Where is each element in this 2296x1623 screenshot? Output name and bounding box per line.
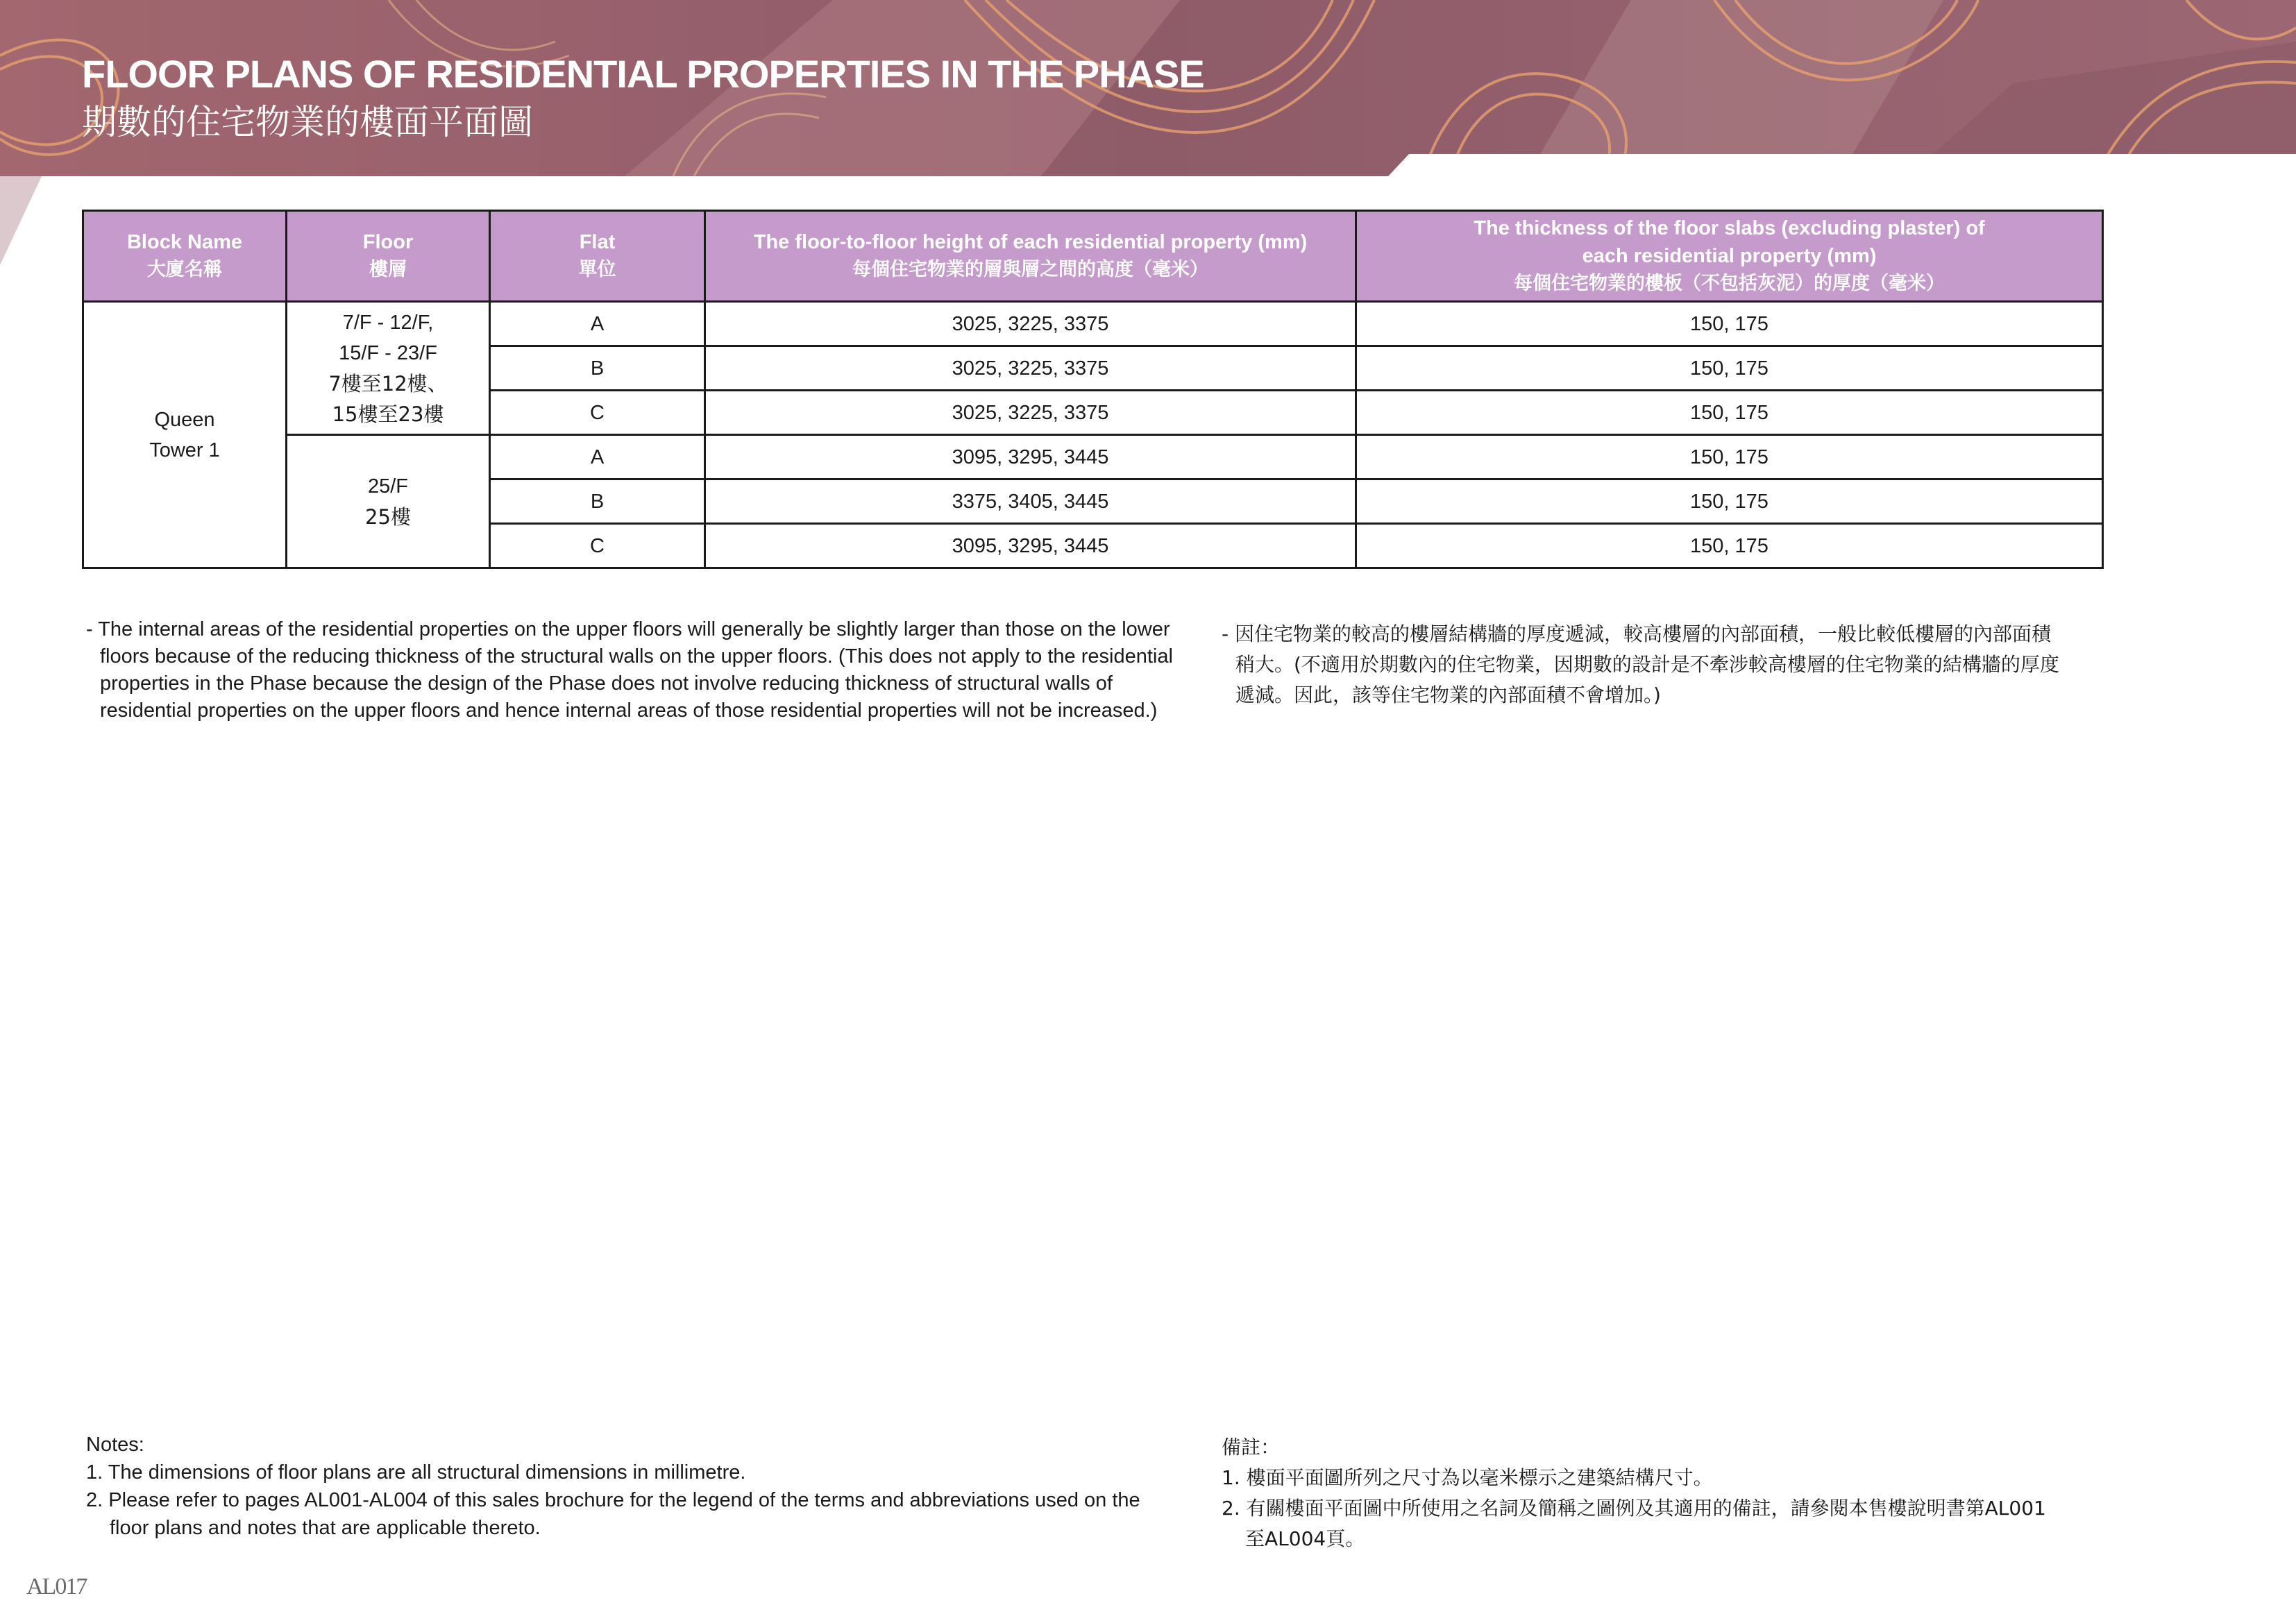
column-header-slab-thickness	[1356, 211, 2103, 302]
floor-group-cell	[287, 435, 490, 568]
remark-en: - The internal areas of the residential properties on the upper floors will generally be slightly larger than those on the lower floors because of the reducing thickness of the structural walls on the upper floors. (This does not apply to the residential properties in the Phase because the design of the Phase does not involve reducing thickness of structural walls of residential properties on the upper floors and hence internal areas of those residential properties will not be increased.)	[86, 618, 1173, 722]
header-en: Block Name	[126, 231, 242, 253]
note-item: 2. Please refer to pages AL001-AL004 of this sales brochure for the legend of the terms and abbreviations used on the floor plans and notes that are applicable thereto.	[86, 1489, 1140, 1539]
floor-range-en: 25/F	[367, 475, 409, 498]
block-name-line: Tower 1	[149, 439, 220, 461]
flat-cell: B	[490, 479, 705, 524]
header-zh: 單位	[578, 259, 616, 280]
floor-group-cell	[287, 302, 490, 435]
header-en: The floor-to-floor height of each residential property (mm)	[753, 231, 1308, 253]
flat-cell: C	[490, 391, 705, 435]
thickness-cell: 150, 175	[1356, 524, 2103, 568]
page-number: AL017	[26, 1574, 87, 1599]
table-row	[83, 302, 2103, 346]
block-name-cell	[83, 302, 287, 568]
block-name-line: Queen	[154, 408, 215, 431]
column-header-block-name	[83, 211, 287, 302]
column-header-floor	[287, 211, 490, 302]
flat-cell: A	[490, 302, 705, 346]
floor-range-zh: 7樓至12樓、	[328, 371, 448, 396]
column-header-flat	[490, 211, 705, 302]
height-cell: 3025, 3225, 3375	[705, 391, 1356, 435]
height-cell: 3375, 3405, 3445	[705, 479, 1356, 524]
height-cell: 3095, 3295, 3445	[705, 435, 1356, 479]
thickness-cell: 150, 175	[1356, 391, 2103, 435]
notes-heading: Notes:	[86, 1434, 144, 1456]
flat-cell: B	[490, 346, 705, 391]
notes-list	[86, 1459, 1183, 1542]
header-zh: 每個住宅物業的樓板（不包括灰泥）的厚度（毫米）	[1514, 273, 1945, 294]
height-cell: 3025, 3225, 3375	[705, 346, 1356, 391]
note-item: 1. The dimensions of floor plans are all structural dimensions in millimetre.	[86, 1461, 746, 1484]
height-cell: 3025, 3225, 3375	[705, 302, 1356, 346]
floor-range-en: 7/F - 12/F,	[342, 311, 434, 334]
header-zh: 每個住宅物業的層與層之間的高度（毫米）	[852, 259, 1208, 280]
header-en: Floor	[362, 231, 414, 253]
thickness-cell: 150, 175	[1356, 346, 2103, 391]
header-banner	[0, 0, 2296, 176]
notes-zh	[1222, 1432, 2054, 1554]
floor-height-table	[82, 210, 2104, 569]
header-en: Flat	[579, 231, 616, 253]
note-item: 2. 有關樓面平面圖中所使用之名詞及簡稱之圖例及其適用的備註，請參閱本售樓說明書第AL001至AL004頁。	[1222, 1497, 2046, 1550]
thickness-cell: 150, 175	[1356, 435, 2103, 479]
header-zh: 樓層	[369, 259, 407, 280]
floor-range-zh: 25樓	[365, 504, 411, 529]
header-en: The thickness of the floor slabs (excluding plaster) of each residential property (mm)	[1474, 217, 1985, 267]
height-cell: 3095, 3295, 3445	[705, 524, 1356, 568]
thickness-cell: 150, 175	[1356, 479, 2103, 524]
remark-zh: - 因住宅物業的較高的樓層結構牆的厚度遞減，較高樓層的內部面積，一般比較低樓層的內部面積稍大。(不適用於期數內的住宅物業，因期數的設計是不牽涉較高樓層的住宅物業的結構牆的厚度遞減。因此，該等住宅物業的內部面積不會增加。)	[1222, 622, 2059, 706]
page-title-zh: 期數的住宅物業的樓面平面圖	[82, 102, 533, 142]
notes-list	[1222, 1463, 2054, 1554]
notes-heading: 備註：	[1222, 1436, 1281, 1459]
flat-cell: C	[490, 524, 705, 568]
column-header-floor-to-floor-height	[705, 211, 1356, 302]
header-zh: 大廈名稱	[147, 259, 222, 280]
page-title-en: FLOOR PLANS OF RESIDENTIAL PROPERTIES IN THE PHASE	[82, 52, 1204, 96]
flat-cell: A	[490, 435, 705, 479]
floor-range-zh: 15樓至23樓	[332, 402, 444, 426]
note-item: 1. 樓面平面圖所列之尺寸為以毫米標示之建築結構尺寸。	[1222, 1466, 1713, 1489]
table-row	[83, 435, 2103, 479]
floor-range-en: 15/F - 23/F	[339, 341, 437, 364]
thickness-cell: 150, 175	[1356, 302, 2103, 346]
table-header-row	[83, 211, 2103, 302]
notes-en	[86, 1431, 1183, 1542]
